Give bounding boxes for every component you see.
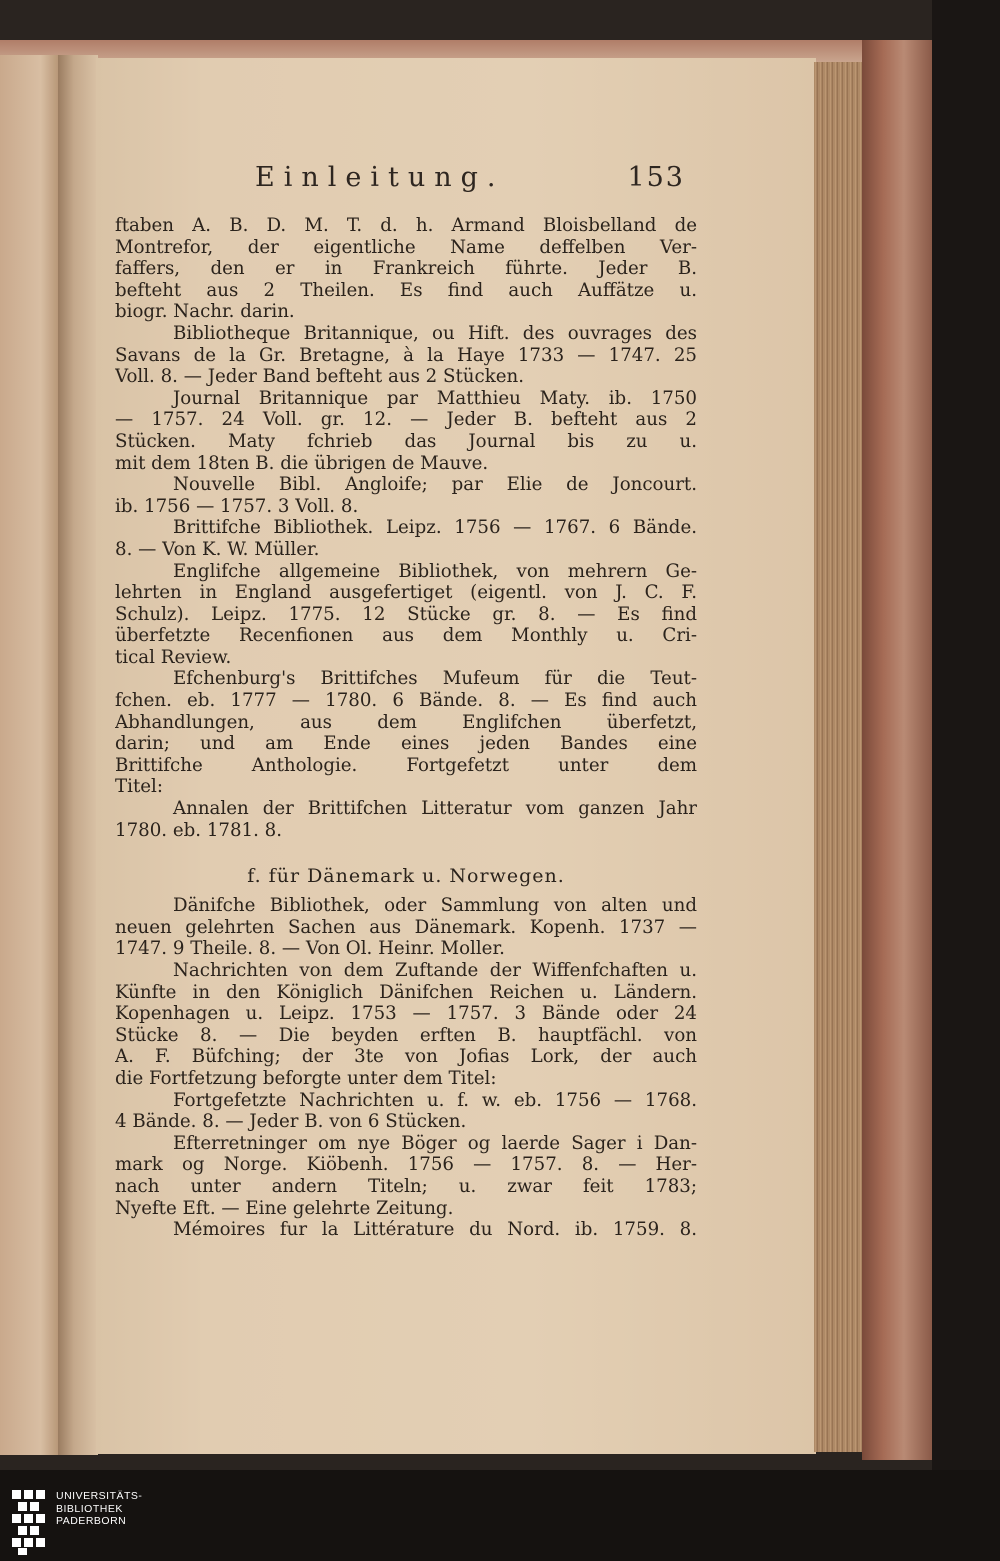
page-body-text <box>115 215 697 1241</box>
text-line: nach unter andern Titeln; u. zwar feit 1783; <box>115 1175 697 1197</box>
text-line: Brittifche Bibliothek. Leipz. 1756 — 1767. 6 Bände. <box>173 517 697 539</box>
text-line: Savans de la Gr. Bretagne, à la Haye 1733 — 1747. 25 <box>115 344 697 366</box>
text-line: biogr. Nachr. darin. <box>115 301 295 323</box>
text-line: tical Review. <box>115 646 232 668</box>
text-line: Künfte in den Königlich Dänifchen Reichen u. Ländern. <box>115 981 697 1003</box>
page-fore-edge <box>814 62 862 1452</box>
text-line: befteht aus 2 Theilen. Es find auch Auffätze u. <box>115 279 697 301</box>
text-line: Fortgefetzte Nachrichten u. f. w. eb. 1756 — 1768. <box>173 1089 697 1111</box>
text-line: Efterretninger om nye Böger og laerde Sager i Dan- <box>173 1132 697 1154</box>
text-line: Efchenburg's Brittifches Mufeum für die Teut- <box>173 668 697 690</box>
page-number: 153 <box>627 162 685 193</box>
text-line: mit dem 18ten B. die übrigen de Mauve. <box>115 452 489 474</box>
text-line: Journal Britannique par Matthieu Maty. ib. 1750 <box>173 387 697 409</box>
text-line: — 1757. 24 Voll. gr. 12. — Jeder B. befteht aus 2 <box>115 409 697 431</box>
text-line: 4 Bände. 8. — Jeder B. von 6 Stücken. <box>115 1111 467 1133</box>
text-line: 1747. 9 Theile. 8. — Von Ol. Heinr. Moller. <box>115 938 505 960</box>
text-line: ftaben A. B. D. M. T. d. h. Armand Bloisbelland de <box>115 215 697 236</box>
text-line: Montrefor, der eigentliche Name deffelben Ver- <box>115 236 697 258</box>
text-line: Voll. 8. — Jeder Band befteht aus 2 Stücken. <box>115 366 524 388</box>
book-cover-edge <box>862 40 932 1460</box>
library-name-line: PADERBORN <box>56 1515 127 1527</box>
text-line: 1780. eb. 1781. 8. <box>115 819 283 841</box>
text-line: lehrten in England ausgefertiget (eigentl. von J. C. F. <box>115 582 697 604</box>
text-line: Nouvelle Bibl. Angloife; par Elie de Joncourt. <box>173 474 697 496</box>
text-line: die Fortfetzung beforgte unter dem Titel: <box>115 1067 497 1089</box>
text-line: Kopenhagen u. Leipz. 1753 — 1757. 3 Bände oder 24 <box>115 1003 697 1025</box>
text-line: darin; und am Ende eines jeden Bandes eine <box>115 733 697 755</box>
scan-border <box>932 0 1000 1470</box>
text-line: Nyefte Eft. — Eine gelehrte Zeitung. <box>115 1197 454 1219</box>
text-line: ib. 1756 — 1757. 3 Voll. 8. <box>115 495 359 517</box>
text-line: Englifche allgemeine Bibliothek, von mehrern Ge- <box>173 560 697 582</box>
text-line: Annalen der Brittifchen Litteratur vom ganzen Jahr <box>173 798 697 820</box>
text-line: Titel: <box>115 776 163 798</box>
text-line: Dänifche Bibliothek, oder Sammlung von alten und <box>173 895 697 917</box>
page-header <box>255 162 685 202</box>
text-line: mark og Norge. Kiöbenh. 1756 — 1757. 8. — Her- <box>115 1154 697 1176</box>
text-line: 8. — Von K. W. Müller. <box>115 538 320 560</box>
text-line: A. F. Büfching; der 3te von Jofias Lork, der auch <box>115 1046 697 1068</box>
text-line: fchen. eb. 1777 — 1780. 6 Bände. 8. — Es find auch <box>115 690 697 712</box>
text-line: überfetzte Recenfionen aus dem Monthly u. Cri- <box>115 625 697 647</box>
facing-page-edge <box>0 55 58 1455</box>
text-line: neuen gelehrten Sachen aus Dänemark. Kopenh. 1737 — <box>115 916 697 938</box>
library-name <box>56 1490 142 1528</box>
text-line: Abhandlungen, aus dem Englifchen überfetzt, <box>115 711 697 733</box>
text-line: Stücke 8. — Die beyden erften B. hauptfächl. von <box>115 1024 697 1046</box>
text-line: Mémoires fur la Littérature du Nord. ib. 1759. 8. <box>173 1219 697 1241</box>
text-line: faffers, den er in Frankreich führte. Jeder B. <box>115 258 697 280</box>
text-line: Schulz). Leipz. 1775. 12 Stücke gr. 8. — Es find <box>115 603 697 625</box>
running-head: Einleitung. <box>255 162 505 193</box>
text-line: Brittifche Anthologie. Fortgefetzt unter dem <box>115 754 697 776</box>
library-name-line: BIBLIOTHEK <box>56 1502 123 1515</box>
library-name-line: UNIVERSITÄTS- <box>56 1490 143 1502</box>
text-line: Bibliotheque Britannique, ou Hift. des ouvrages des <box>173 322 697 344</box>
section-spacer <box>115 841 697 859</box>
section-heading: f. für Dänemark u. Norwegen. <box>247 865 565 888</box>
text-line: Nachrichten von dem Zuftande der Wiffenfchaften u. <box>173 960 697 981</box>
text-line: Stücken. Maty fchrieb das Journal bis zu u. <box>115 430 697 452</box>
library-logo-icon <box>10 1488 50 1556</box>
book-gutter <box>58 55 98 1455</box>
